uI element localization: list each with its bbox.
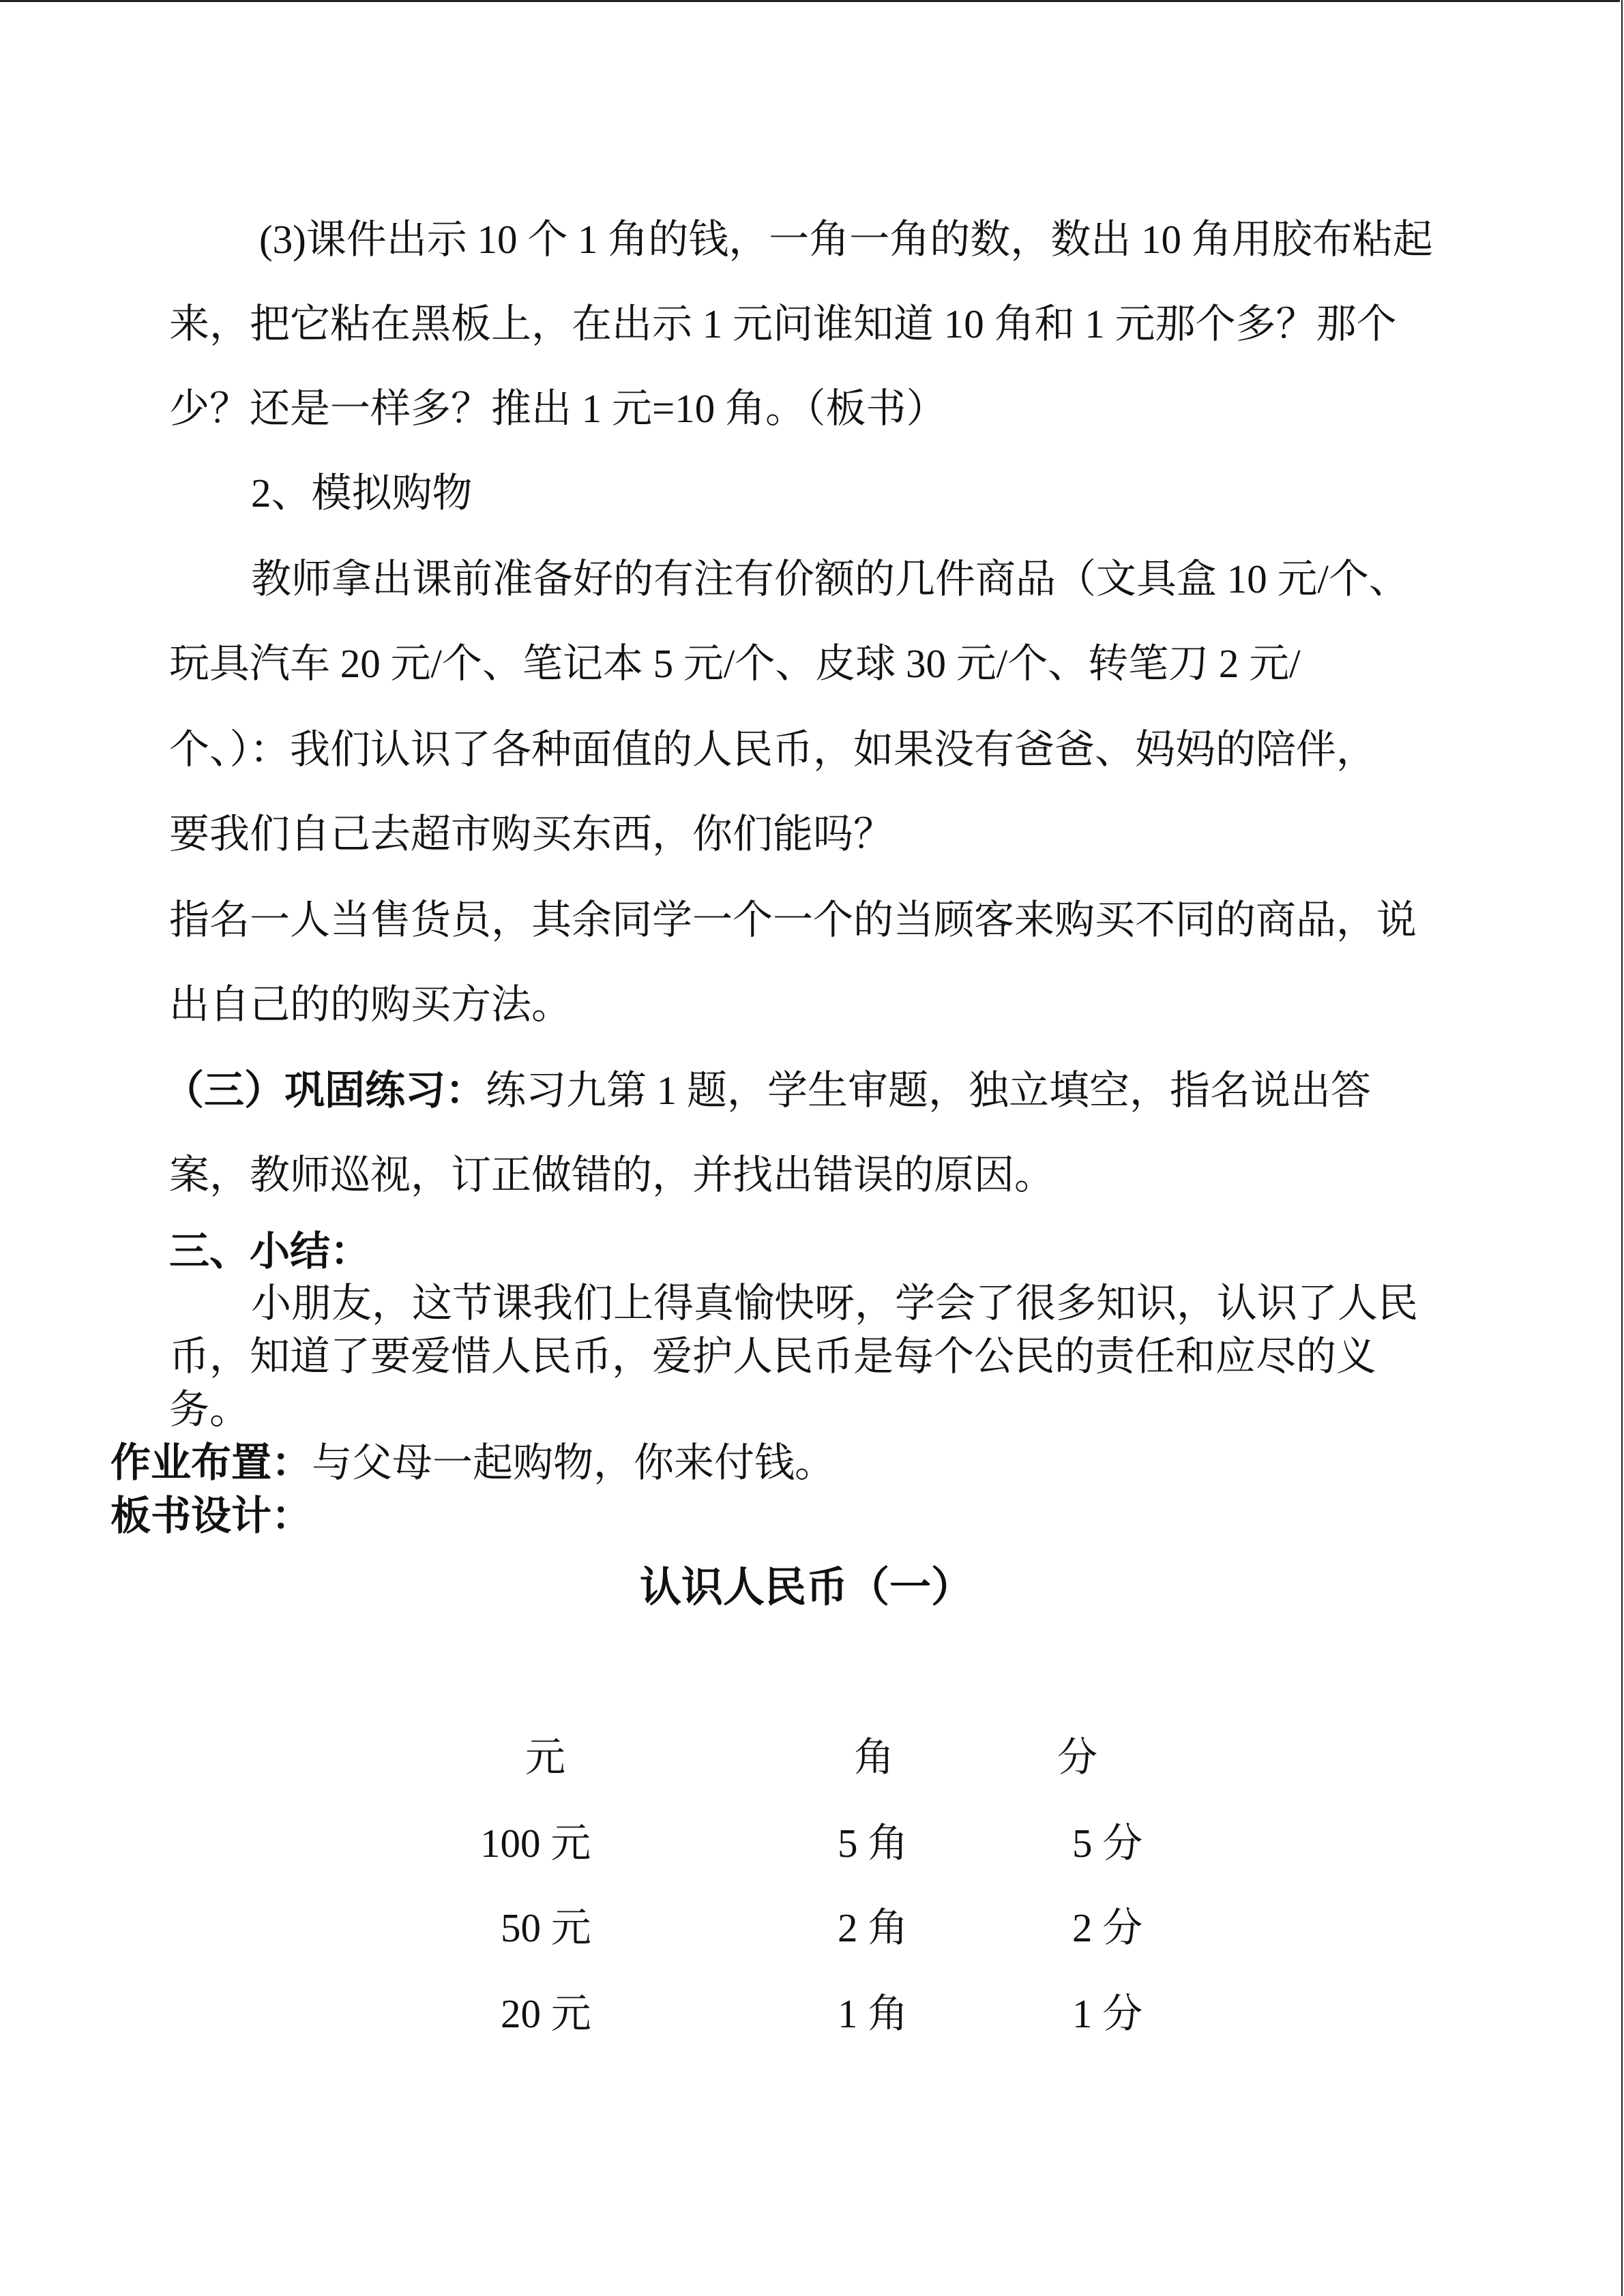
paragraph-line: 务。 <box>169 1387 250 1432</box>
practice-heading: （三）巩固练习： <box>164 1068 486 1113</box>
board-cell: 50 元 <box>501 1905 591 1950</box>
board-cell: 1 分 <box>1072 1991 1143 2036</box>
board-cell: 5 角 <box>838 1821 909 1866</box>
board-header: 分 <box>1057 1735 1098 1780</box>
board-design-heading: 板书设计： <box>110 1493 312 1538</box>
board-cell: 20 元 <box>501 1991 591 2036</box>
paragraph-line: 要我们自己去超市购买东西，你们能吗？ <box>169 811 894 856</box>
paragraph-line: 玩具汽车 20 元/个、笔记本 5 元/个、皮球 30 元/个、转笔刀 2 元/ <box>169 641 1301 686</box>
homework-heading: 作业布置： <box>110 1440 312 1485</box>
paragraph-line: 案，教师巡视，订正做错的，并找出错误的原因。 <box>169 1152 1055 1197</box>
practice-line <box>164 1067 1371 1114</box>
homework-text: 与父母一起购物，你来付钱。 <box>312 1440 836 1485</box>
paragraph-line: 少？还是一样多？推出 1 元=10 角。（板书） <box>169 386 947 431</box>
board-cell: 100 元 <box>480 1821 591 1866</box>
board-title: 认识人民币（一） <box>640 1565 973 1611</box>
page-right-border <box>1621 0 1623 2296</box>
paragraph-line: 币，知道了要爱惜人民币，爱护人民币是每个公民的责任和应尽的义 <box>169 1334 1377 1379</box>
practice-text: 练习九第 1 题，学生审题，独立填空，指名说出答 <box>486 1068 1372 1113</box>
board-cell: 5 分 <box>1072 1821 1143 1866</box>
paragraph-line: 个、）：我们认识了各种面值的人民币，如果没有爸爸、妈妈的陪伴， <box>169 727 1377 772</box>
paragraph-line: 来，把它粘在黑板上，在出示 1 元问谁知道 10 角和 1 元那个多？那个 <box>169 301 1397 346</box>
board-cell: 1 角 <box>838 1991 909 2036</box>
paragraph-line: 出自己的的购买方法。 <box>169 982 572 1027</box>
paragraph-line: 小朋友，这节课我们上得真愉快呀，学会了很多知识，认识了人民 <box>251 1281 1419 1326</box>
board-header: 角 <box>854 1735 895 1780</box>
board-header: 元 <box>525 1735 566 1780</box>
page-top-border <box>0 0 1620 2</box>
paragraph-line: (3)课件出示 10 个 1 角的钱，一角一角的数，数出 10 角用胶布粘起 <box>259 217 1433 262</box>
summary-heading: 三、小结： <box>169 1229 371 1274</box>
section-heading: 2、模拟购物 <box>251 471 473 516</box>
paragraph-line: 教师拿出课前准备好的有注有价额的几件商品（文具盒 10 元/个、 <box>251 556 1409 601</box>
board-cell: 2 角 <box>838 1905 909 1950</box>
homework-line <box>110 1439 835 1487</box>
paragraph-line: 指名一人当售货员，其余同学一个一个的当顾客来购买不同的商品，说 <box>169 897 1417 942</box>
board-cell: 2 分 <box>1072 1905 1143 1950</box>
